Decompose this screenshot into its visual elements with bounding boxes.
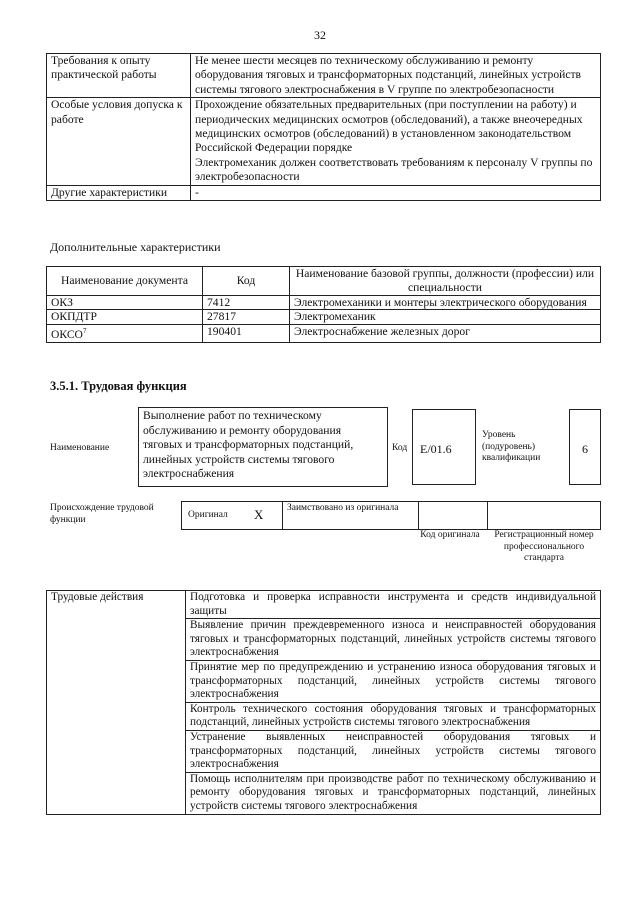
function-name-box: Выполнение работ по техническому обслуживанию и ремонту оборудования тяговых и трансформаторных подстанций, линейных устройств системы тягового электроснабжения: [138, 407, 388, 487]
page-number: 32: [314, 28, 326, 42]
footnote-mark: 7: [82, 327, 87, 336]
origin-label: Происхождение трудовой функции: [50, 503, 154, 525]
code-value: E/01.6: [420, 442, 452, 456]
row-label: Особые условия допуска к работе: [47, 98, 191, 185]
additional-characteristics-table: [46, 266, 601, 343]
table-row: [47, 325, 601, 343]
row-label: Другие характеристики: [47, 185, 191, 200]
code-original-cell: [418, 502, 488, 529]
original-cell: [182, 502, 283, 529]
doc-cell: ОКЗ: [47, 295, 203, 310]
table-row: [47, 295, 601, 310]
labor-action: Выявление причин преждевременного износа и неисправностей оборудования тяговых и трансформаторных подстанций, линейных устройств системы тягового электроснабжения: [186, 619, 601, 661]
name-cell: Электромеханики и монтеры электрического оборудования: [290, 295, 601, 310]
origin-row: [181, 501, 601, 530]
labor-actions-table: [46, 590, 601, 815]
table-row: [47, 98, 601, 185]
name-label: Наименование: [50, 443, 110, 453]
level-value: 6: [582, 442, 588, 456]
table-header-row: [47, 267, 601, 296]
requirements-table: [46, 53, 601, 201]
code-box: [412, 409, 476, 485]
original-label: Оригинал: [188, 510, 228, 520]
row-label: Требования к опыту практической работы: [47, 54, 191, 98]
labor-actions-label: Трудовые действия: [47, 591, 186, 815]
function-title: 3.5.1. Трудовая функция: [50, 379, 187, 393]
reg-caption: Регистрационный номер профессионального стандарта: [494, 530, 594, 563]
name-cell: Электромеханик: [290, 310, 601, 325]
code-label: Код: [392, 443, 408, 453]
column-header: Наименование базовой группы, должности (профессии) или специальности: [290, 267, 601, 296]
table-row: [47, 310, 601, 325]
doc-cell: ОКПДТР: [47, 310, 203, 325]
labor-action: Помощь исполнителям при производстве работ по техническому обслуживанию и ремонту оборудования тяговых и трансформаторных подстанций, линейных устройств системы тягового электроснабжения: [186, 772, 601, 814]
code-cell: 27817: [203, 310, 290, 325]
code-caption: Код оригинала: [420, 530, 480, 540]
doc-cell: [47, 325, 203, 343]
labor-action: Устранение выявленных неисправностей оборудования тяговых и трансформаторных подстанций, линейных устройств системы тягового электроснабжения: [186, 730, 601, 772]
row-value-part: Электромеханик должен соответствовать требованиям к персоналу V группы по электробезопасности: [195, 155, 593, 184]
doc-name: ОКСО: [51, 328, 83, 342]
level-box: [569, 409, 601, 485]
borrowed-label: Заимствовано из оригинала: [287, 503, 399, 513]
labor-action: Контроль технического состояния оборудования тяговых и трансформаторных подстанций, линейных устройств системы тягового электроснабжения: [186, 702, 601, 730]
original-mark: X: [254, 507, 264, 522]
name-cell: Электроснабжение железных дорог: [290, 325, 601, 343]
column-header: Наименование документа: [47, 267, 203, 296]
section-heading: Дополнительные характеристики: [50, 240, 221, 254]
row-value: Не менее шести месяцев по техническому обслуживанию и ремонту оборудования тяговых и трансформаторных подстанций, линейных устройств системы тягового электроснабжения в V группе по электробезопасности: [191, 54, 601, 98]
table-row: [47, 54, 601, 98]
table-row: [47, 185, 601, 200]
level-label: Уровень (подуровень) квалификации: [482, 430, 541, 463]
row-value: [191, 98, 601, 185]
row-value: -: [191, 185, 601, 200]
table-row: [47, 591, 601, 619]
code-cell: 190401: [203, 325, 290, 343]
labor-action: Подготовка и проверка исправности инструмента и средств индивидуальной защиты: [186, 591, 601, 619]
row-value-part: Прохождение обязательных предварительных (при поступлении на работу) и периодических медицинских осмотров (обследований), а также внеочередных медицинских осмотров (обследований) в установленном законодательством Российской Федерации порядке: [195, 98, 583, 155]
column-header: Код: [203, 267, 290, 296]
labor-action: Принятие мер по предупреждению и устранению износа оборудования тяговых и трансформаторных подстанций, линейных устройств системы тягового электроснабжения: [186, 660, 601, 702]
code-cell: 7412: [203, 295, 290, 310]
